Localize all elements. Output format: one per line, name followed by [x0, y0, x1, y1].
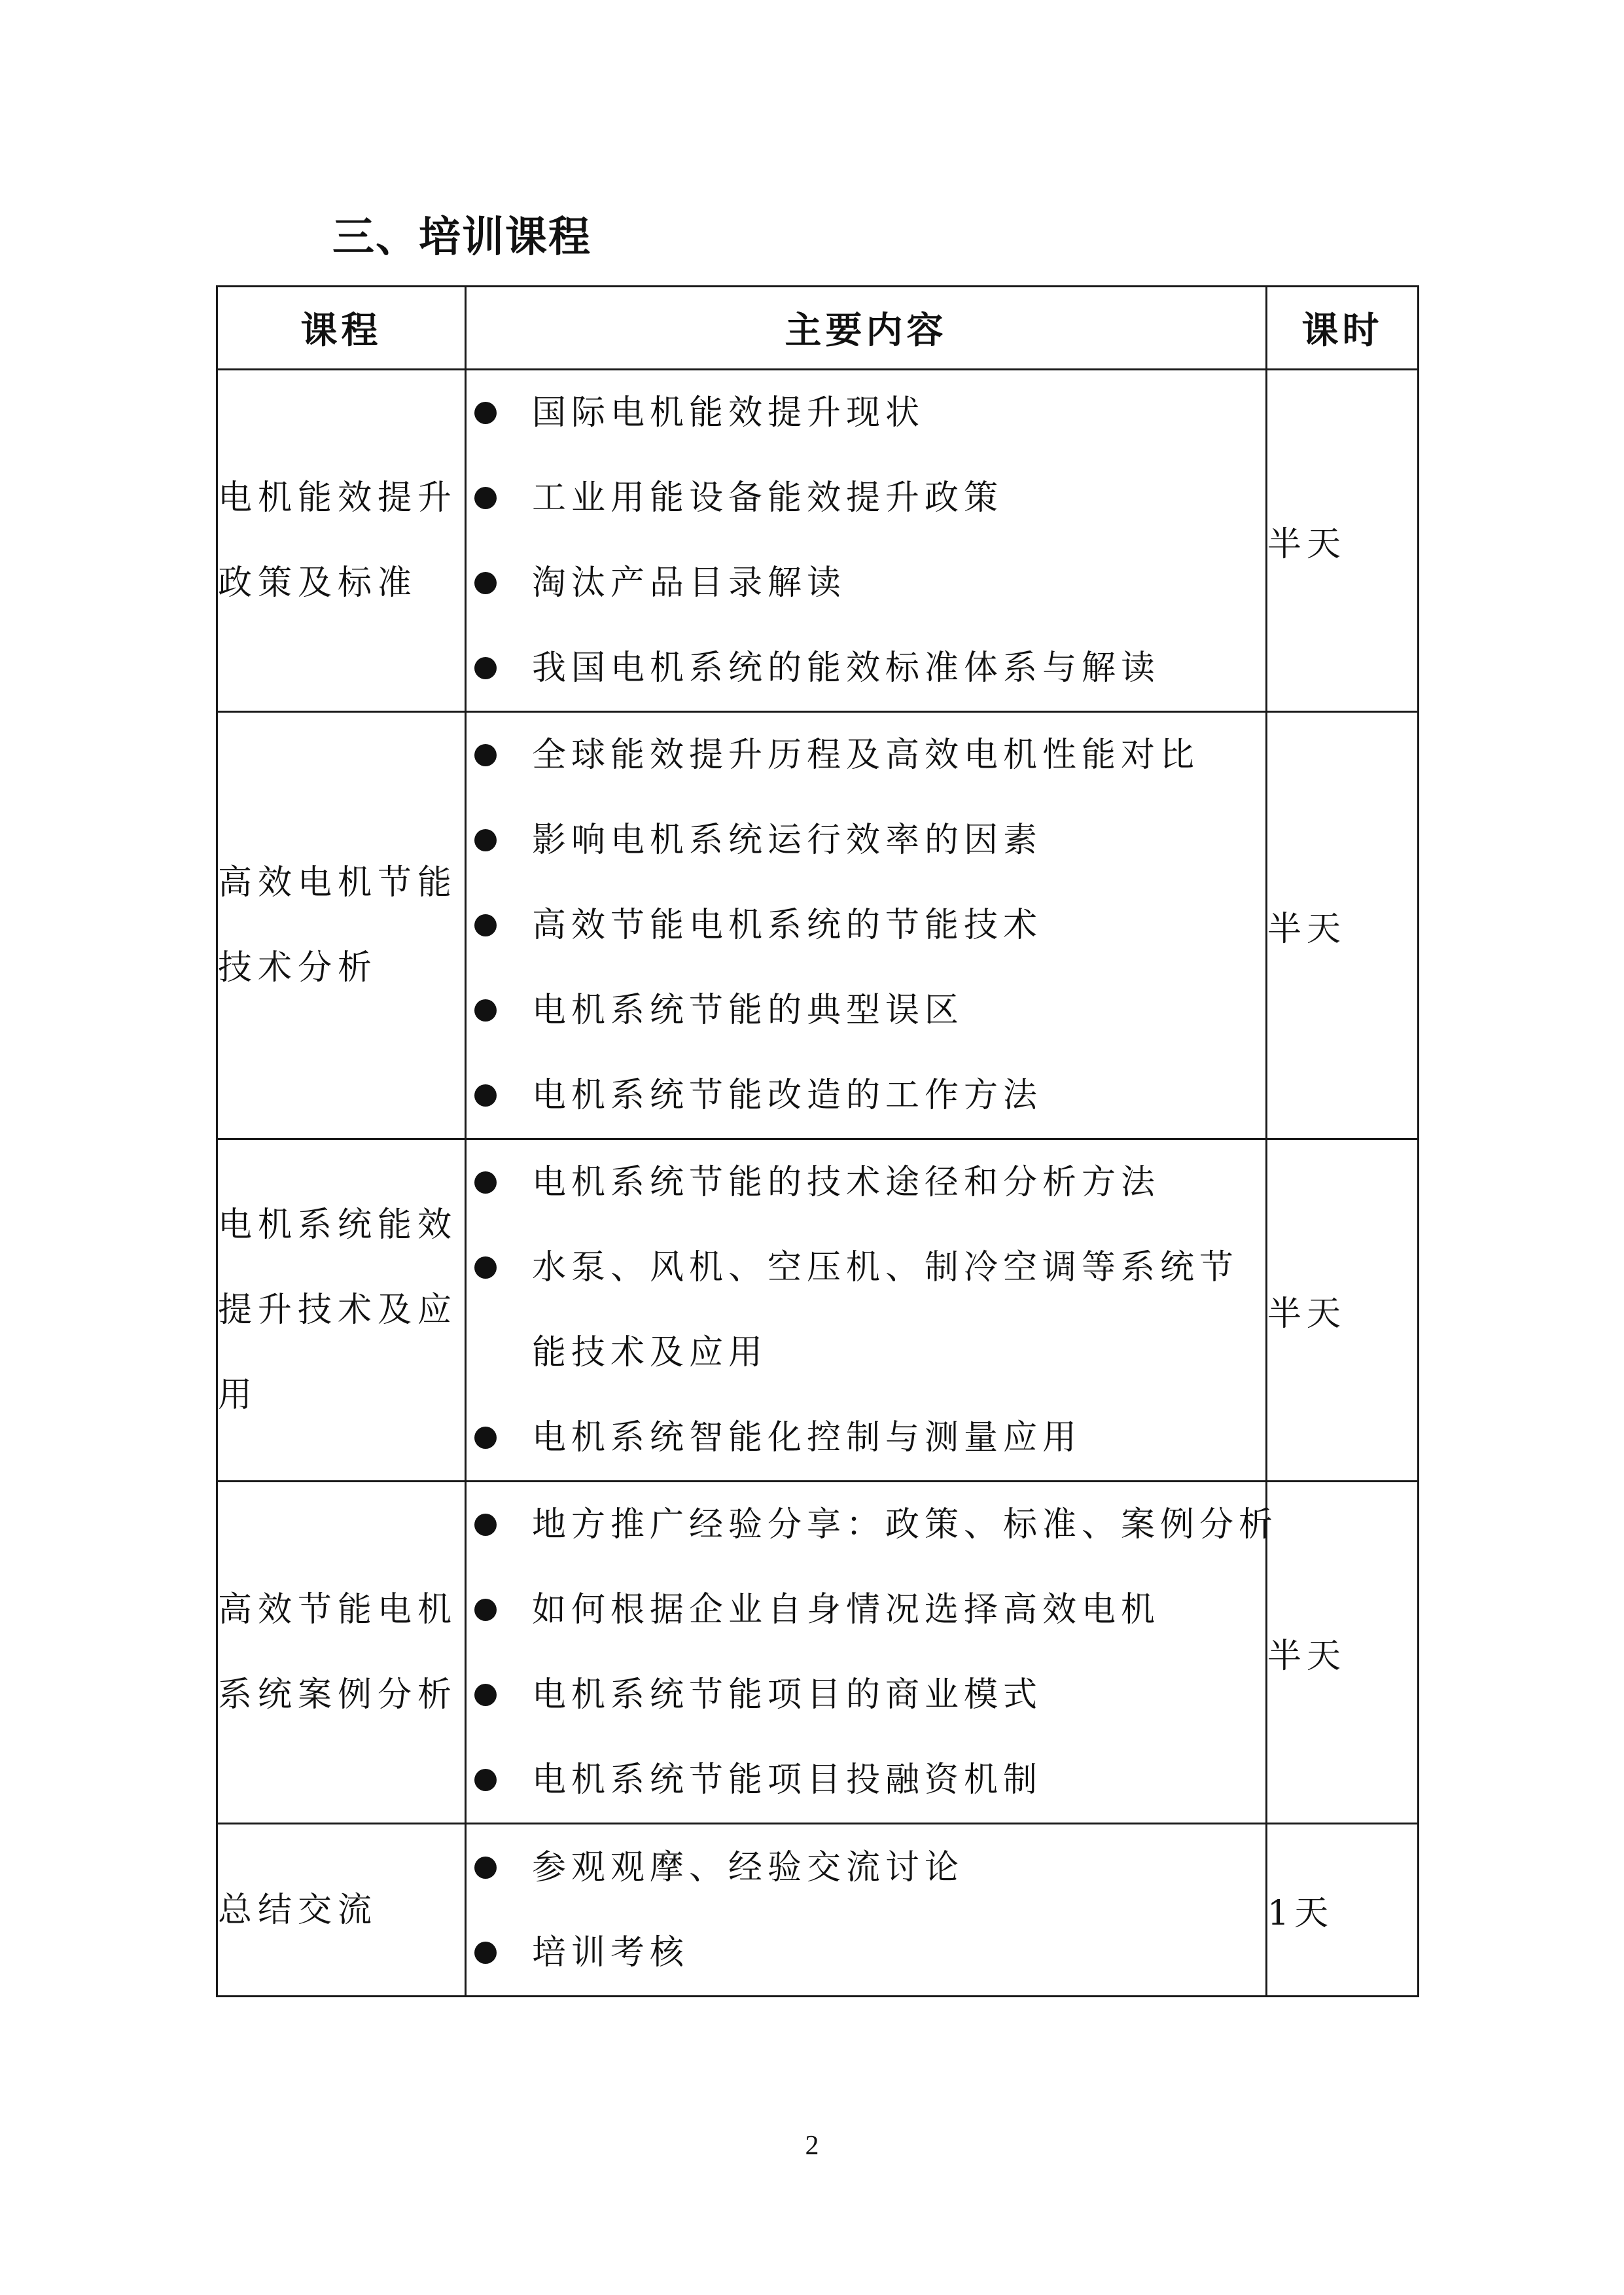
- list-item: [467, 1225, 1265, 1395]
- bullet-icon: [474, 914, 497, 936]
- list-item-text: 工业用能设备能效提升政策: [532, 478, 1004, 518]
- course-table: [216, 285, 1419, 1997]
- content-list: [467, 1825, 1265, 1995]
- list-item: [467, 1567, 1265, 1652]
- list-item-text: 淘汰产品目录解读: [532, 563, 847, 603]
- bullet-icon: [474, 1427, 497, 1449]
- list-item: [467, 1825, 1265, 1910]
- list-item-text: 电机系统节能的技术途径和分析方法: [532, 1163, 1161, 1202]
- list-item-text: 电机系统节能改造的工作方法: [532, 1076, 1043, 1115]
- list-item: [467, 1910, 1265, 1995]
- bullet-icon: [474, 1942, 497, 1964]
- list-item: [467, 541, 1265, 626]
- list-item: [467, 883, 1265, 968]
- section-title: 三、培训课程: [332, 213, 591, 262]
- list-item-text: 国际电机能效提升现状: [532, 393, 925, 433]
- list-item-text: 全球能效提升历程及高效电机性能对比: [532, 736, 1200, 775]
- list-item: [467, 968, 1265, 1053]
- bullet-icon: [474, 1599, 497, 1621]
- course-name: 电机系统能效提升技术及应用: [217, 1139, 466, 1482]
- content-list: [467, 713, 1265, 1138]
- list-item-text: 培训考核: [532, 1932, 690, 1972]
- list-item-text: 电机系统节能的典型误区: [532, 991, 964, 1030]
- content-list: [467, 370, 1265, 711]
- list-item: [467, 1482, 1279, 1567]
- course-hours: 半天: [1267, 712, 1419, 1139]
- list-item: [467, 1140, 1265, 1225]
- course-name: 高效电机节能技术分析: [217, 712, 466, 1139]
- header-hours: 课时: [1267, 287, 1419, 370]
- course-name: 高效节能电机系统案例分析: [217, 1482, 466, 1824]
- course-name: 电机能效提升政策及标准: [217, 370, 466, 712]
- list-item-text: 参观观摩、经验交流讨论: [532, 1847, 964, 1887]
- content-cell: [466, 1482, 1279, 1824]
- list-item-text: 地方推广经验分享：政策、标准、案例分析: [532, 1505, 1279, 1544]
- bullet-icon: [474, 1256, 497, 1279]
- page-number: 2: [805, 2131, 819, 2161]
- list-item: [467, 1652, 1265, 1737]
- list-item: [467, 1053, 1265, 1138]
- list-item: [467, 370, 1265, 455]
- table-row: [217, 712, 1419, 1139]
- list-item: [467, 713, 1265, 798]
- bullet-icon: [474, 1084, 497, 1107]
- bullet-icon: [474, 1684, 497, 1706]
- content-cell: [466, 1824, 1267, 1997]
- course-hours: 半天: [1267, 370, 1419, 712]
- course-hours: 半天: [1267, 1139, 1419, 1482]
- content-cell: [466, 1139, 1267, 1482]
- table-header-row: [217, 287, 1419, 370]
- content-cell: [466, 712, 1267, 1139]
- bullet-icon: [474, 572, 497, 594]
- bullet-icon: [474, 1514, 497, 1536]
- course-name: 总结交流: [217, 1824, 466, 1997]
- content-cell: [466, 370, 1267, 712]
- list-item: [467, 798, 1265, 883]
- course-hours: 1天: [1267, 1824, 1419, 1997]
- bullet-icon: [474, 402, 497, 424]
- bullet-icon: [474, 1171, 497, 1194]
- list-item: [467, 626, 1265, 711]
- header-content: 主要内容: [466, 287, 1267, 370]
- header-course: 课程: [217, 287, 466, 370]
- bullet-icon: [474, 1857, 497, 1879]
- list-item: [467, 455, 1265, 541]
- list-item-text: 电机系统智能化控制与测量应用: [532, 1418, 1082, 1457]
- list-item-text: 高效节能电机系统的节能技术: [532, 906, 1043, 945]
- course-hours: 半天: [1267, 1482, 1419, 1824]
- list-item-text: 如何根据企业自身情况选择高效电机: [532, 1590, 1161, 1629]
- table-row: [217, 1824, 1419, 1997]
- content-list: [467, 1140, 1265, 1480]
- list-item-text: 我国电机系统的能效标准体系与解读: [532, 649, 1161, 688]
- bullet-icon: [474, 829, 497, 851]
- list-item: [467, 1395, 1265, 1480]
- bullet-icon: [474, 744, 497, 766]
- bullet-icon: [474, 1769, 497, 1791]
- list-item: [467, 1737, 1265, 1823]
- list-item-text: 电机系统节能项目投融资机制: [532, 1760, 1043, 1800]
- content-list: [467, 1482, 1279, 1823]
- list-item-text: 水泵、风机、空压机、制冷空调等系统节能技术及应用: [532, 1248, 1239, 1372]
- table-row: [217, 1139, 1419, 1482]
- list-item-text: 电机系统节能项目的商业模式: [532, 1675, 1043, 1715]
- bullet-icon: [474, 999, 497, 1022]
- list-item-text: 影响电机系统运行效率的因素: [532, 821, 1043, 860]
- table-row: [217, 370, 1419, 712]
- table-row: [217, 1482, 1419, 1824]
- bullet-icon: [474, 487, 497, 509]
- bullet-icon: [474, 657, 497, 679]
